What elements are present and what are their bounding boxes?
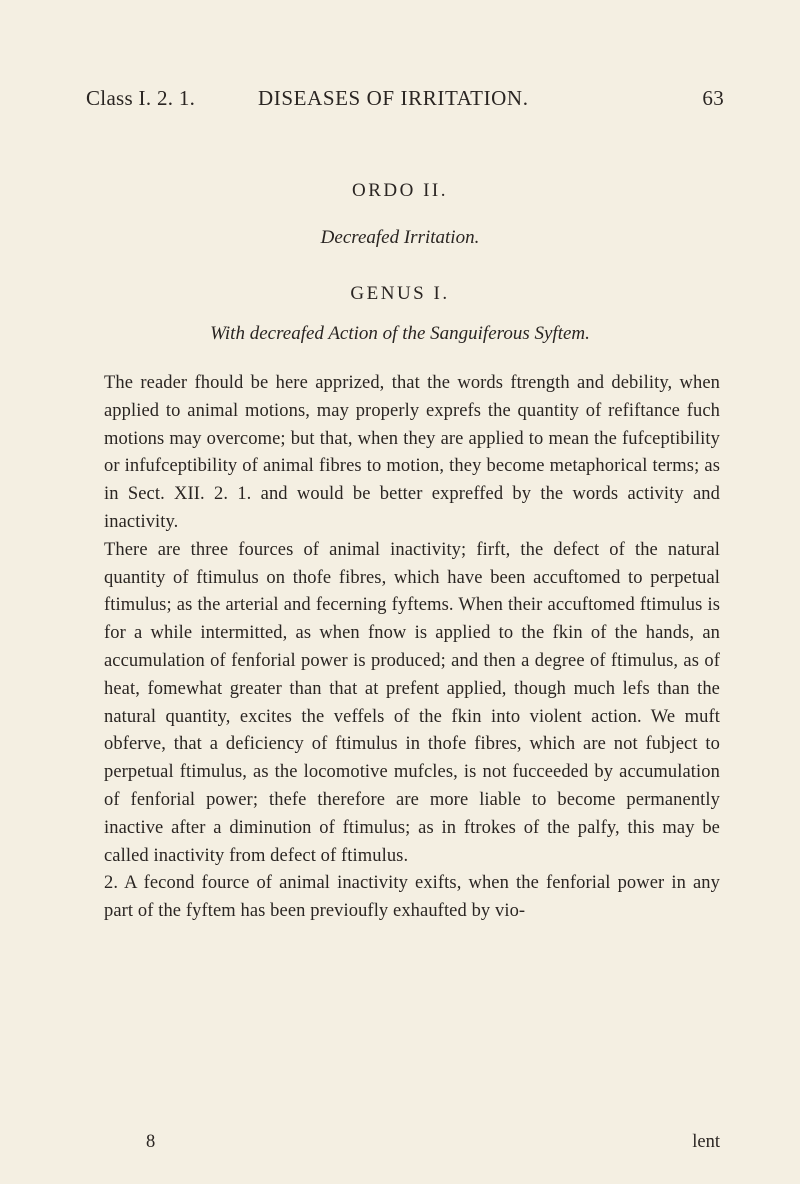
signature-mark: 8 — [146, 1132, 156, 1152]
ordo-heading: ORDO II. — [352, 180, 448, 201]
page-number: 63 — [702, 86, 724, 110]
paragraph-3: 2. A fecond fource of animal inactivity exifts, when the fenforial power in any part of the fyftem has been previoufly exhaufted by vio- — [104, 873, 720, 922]
genus-title: With decreafed Action of the Sanguiferous Syftem. — [210, 323, 590, 344]
body-text — [104, 370, 720, 926]
chapter-title: DISEASES OF IRRITATION. — [258, 86, 529, 110]
paragraph-2: There are three fources of animal inactivity; firft, the defect of the natural quantity of ftimulus on thofe fibres, which have been accuftomed to perpetual ftimulus; as the arterial and fecerning fyftems. When their accuftomed ftimulus is for a while intermitted, as when fnow is applied to the fkin of the hands, an accumulation of fenforial power is produced; and then a degree of ftimulus, as of heat, fomewhat greater than that at prefent applied, though much lefs than the natural quantity, excites the veffels of the fkin into violent action. We muft obferve, that a deficiency of ftimulus in thofe fibres, which are not fubject to perpetual ftimulus, as the locomotive mufcles, is not fucceeded by accumulation of fenforial power; thefe therefore are more liable to become permanently inactive after a diminution of ftimulus; as in ftrokes of the palfy, this may be called inactivity from defect of ftimulus. — [104, 539, 720, 866]
order-title: Decreafed Irritation. — [320, 227, 480, 248]
paragraph-1: The reader fhould be here apprized, that the words ftrength and debility, when applied to animal motions, may properly exprefs the quantity of refiftance fuch motions may overcome; but that, when they are applied to mean the fufceptibility or infufceptibility of animal fibres to motion, they become metaphorical terms; as in Sect. XII. 2. 1. and would be better expreffed by the words activity and inactivity. — [104, 373, 720, 532]
class-reference: Class I. 2. 1. — [86, 86, 196, 110]
genus-heading: GENUS I. — [350, 283, 450, 304]
catchword: lent — [692, 1132, 720, 1152]
running-head — [86, 86, 724, 114]
